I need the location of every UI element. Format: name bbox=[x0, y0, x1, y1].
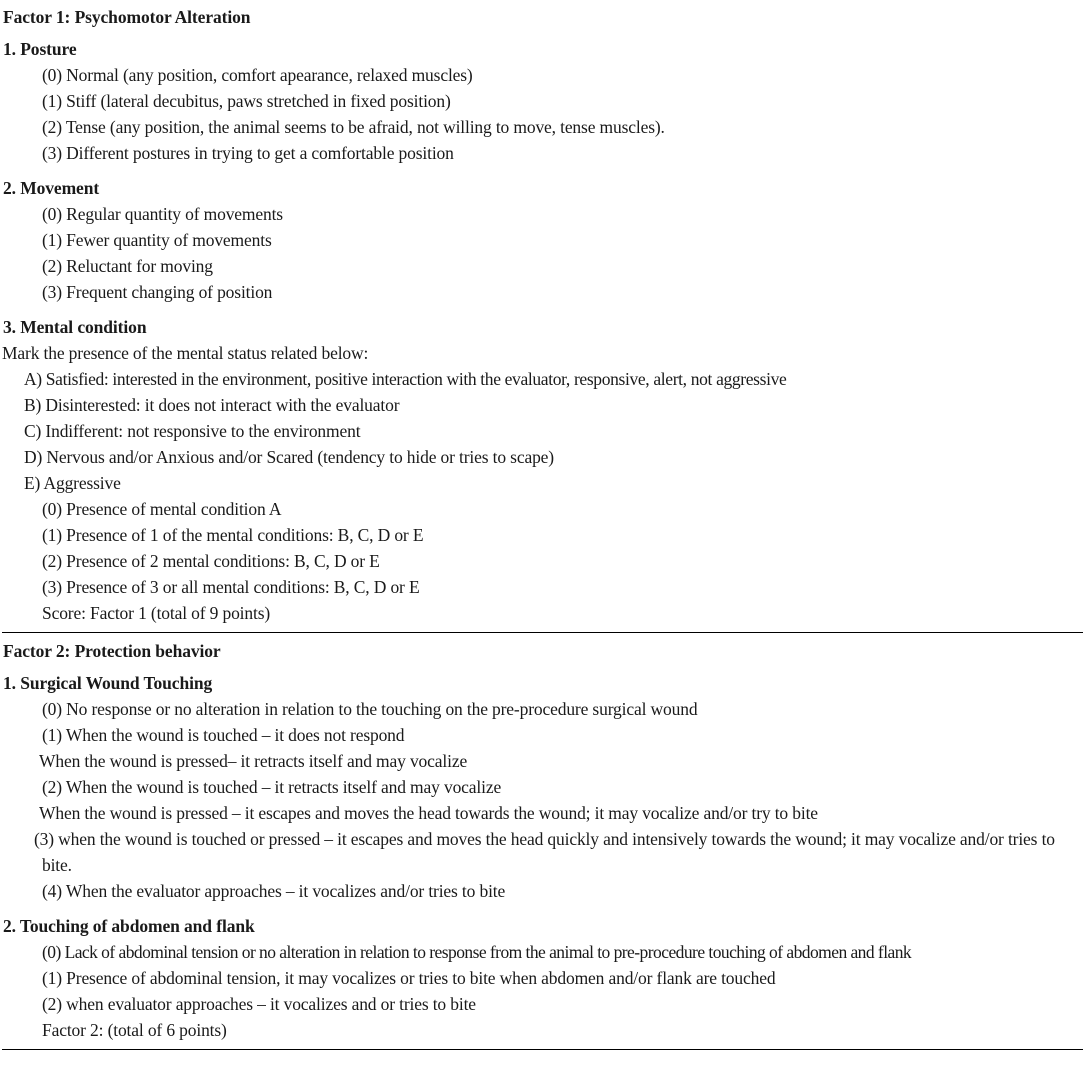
option-row[interactable]: (1) Presence of 1 of the mental conditions: B, C, D or E bbox=[42, 525, 424, 545]
score-line-factor-1: Score: Factor 1 (total of 9 points) bbox=[42, 603, 271, 623]
option-row[interactable]: (3) Frequent changing of position bbox=[42, 282, 273, 302]
option-row[interactable]: (2) Presence of 2 mental conditions: B, C, D or E bbox=[42, 551, 380, 571]
option-row[interactable]: (4) When the evaluator approaches – it vocalizes and/or tries to bite bbox=[42, 881, 506, 901]
letter-option-row[interactable]: D) Nervous and/or Anxious and/or Scared (tendency to hide or tries to scape) bbox=[24, 447, 554, 467]
factor-2-title: Factor 2: Protection behavior bbox=[3, 641, 221, 661]
option-row[interactable]: (0) Regular quantity of movements bbox=[42, 204, 283, 224]
option-continuation-row: When the wound is pressed– it retracts itself and may vocalize bbox=[39, 751, 468, 771]
item-title-touching-abdomen-flank: 2. Touching of abdomen and flank bbox=[3, 916, 255, 936]
option-row[interactable]: (3) Presence of 3 or all mental conditions: B, C, D or E bbox=[42, 577, 420, 597]
item-title-mental-condition: 3. Mental condition bbox=[3, 317, 147, 337]
option-row[interactable]: (3) Different postures in trying to get a comfortable position bbox=[42, 143, 454, 163]
option-row[interactable]: (2) when evaluator approaches – it vocalizes and or tries to bite bbox=[42, 994, 476, 1014]
letter-option-row[interactable]: A) Satisfied: interested in the environment, positive interaction with the evaluator, responsive, alert, not aggressive bbox=[24, 369, 787, 389]
mental-condition-instruction: Mark the presence of the mental status related below: bbox=[2, 343, 369, 363]
letter-option-row[interactable]: B) Disinterested: it does not interact with the evaluator bbox=[24, 395, 400, 415]
option-row[interactable]: (2) Reluctant for moving bbox=[42, 256, 213, 276]
item-title-surgical-wound-touching: 1. Surgical Wound Touching bbox=[3, 673, 213, 693]
option-row[interactable]: (0) No response or no alteration in relation to the touching on the pre-procedure surgical wound bbox=[42, 699, 698, 719]
factor-block-1 bbox=[2, 5, 1083, 633]
option-row[interactable]: (2) When the wound is touched – it retracts itself and may vocalize bbox=[42, 777, 502, 797]
factor-block-2 bbox=[2, 639, 1083, 1050]
option-row[interactable]: (1) Fewer quantity of movements bbox=[42, 230, 272, 250]
option-row[interactable]: (1) Stiff (lateral decubitus, paws stretched in fixed position) bbox=[42, 91, 451, 111]
option-row[interactable]: (1) When the wound is touched – it does not respond bbox=[42, 725, 405, 745]
option-row[interactable]: (2) Tense (any position, the animal seems to be afraid, not willing to move, tense muscles). bbox=[42, 117, 665, 137]
score-line-factor-2: Factor 2: (total of 6 points) bbox=[42, 1020, 227, 1040]
option-row[interactable]: (0) Presence of mental condition A bbox=[42, 499, 282, 519]
option-row[interactable]: (0) Lack of abdominal tension or no alteration in relation to response from the animal to pre-procedure touching of abdomen and flank bbox=[42, 942, 912, 962]
letter-option-row[interactable]: E) Aggressive bbox=[24, 473, 121, 493]
factor-1-title: Factor 1: Psychomotor Alteration bbox=[3, 7, 251, 27]
option-row[interactable]: (3) when the wound is touched or pressed – it escapes and moves the head quickly and intensively towards the wound; it may vocalize and/or tries to bite. bbox=[34, 829, 1055, 875]
option-continuation-row: When the wound is pressed – it escapes and moves the head towards the wound; it may vocalize and/or try to bite bbox=[39, 803, 818, 823]
item-title-movement: 2. Movement bbox=[3, 178, 100, 198]
option-row[interactable]: (1) Presence of abdominal tension, it may vocalizes or tries to bite when abdomen and/or flank are touched bbox=[42, 968, 776, 988]
letter-option-row[interactable]: C) Indifferent: not responsive to the environment bbox=[24, 421, 361, 441]
option-row[interactable]: (0) Normal (any position, comfort apearance, relaxed muscles) bbox=[42, 65, 473, 85]
item-title-posture: 1. Posture bbox=[3, 39, 77, 59]
